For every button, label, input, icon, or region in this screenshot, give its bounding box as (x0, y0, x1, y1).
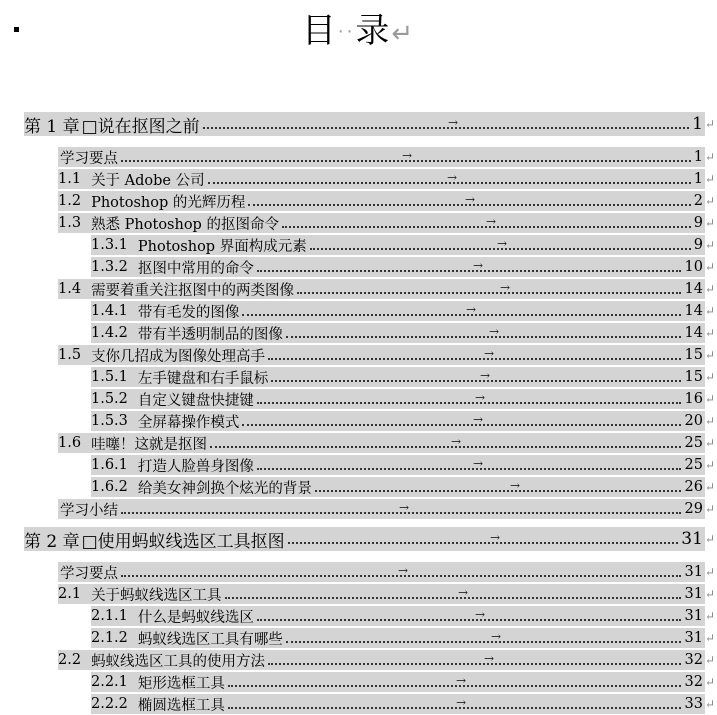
toc-page-number: 15 (684, 347, 703, 363)
toc-entry-number: 1.6.1 (91, 457, 128, 473)
toc-entry[interactable] (91, 455, 715, 475)
return-mark-icon: ↵ (704, 238, 715, 252)
toc-entry[interactable] (91, 235, 715, 255)
toc-entry-title: 支你几招成为图像处理高手 (91, 348, 266, 365)
toc-page-number: 29 (684, 501, 703, 517)
toc-leader-dots (297, 292, 681, 294)
toc-entry-title: □使用蚂蚁线选区工具抠图 (81, 531, 285, 552)
tab-arrow-icon: → (489, 324, 500, 339)
return-mark-icon: ↵ (704, 117, 715, 131)
tab-arrow-icon: → (402, 148, 413, 163)
return-mark-icon: ↵ (704, 458, 715, 472)
toc-entry-number: 1.5.1 (91, 369, 128, 385)
toc-entry[interactable] (58, 169, 715, 189)
return-mark-icon: ↵ (704, 697, 715, 711)
toc-page-number: 14 (684, 325, 703, 341)
toc-page-number: 2 (693, 193, 703, 209)
tab-arrow-icon: → (473, 258, 484, 273)
toc-page-number: 31 (684, 608, 703, 624)
toc-page-number: 25 (684, 435, 703, 451)
toc-entry-title: 椭圆选框工具 (137, 697, 225, 714)
return-mark-icon: ↵ (391, 19, 416, 49)
tab-arrow-icon: → (491, 629, 502, 644)
toc-page-number: 31 (681, 529, 703, 549)
toc-chapter-entry[interactable] (24, 112, 715, 137)
toc-leader-dots (315, 490, 682, 492)
toc-page-number: 20 (684, 413, 703, 429)
toc-entry-title: 什么是蚂蚁线选区 (137, 609, 254, 626)
toc-leader-dots (286, 641, 682, 643)
toc-entry[interactable] (91, 257, 715, 277)
toc-page-number: 14 (684, 303, 703, 319)
toc-entry-number: 1.3.1 (91, 237, 128, 253)
toc-entry-number: 1.5.3 (91, 413, 128, 429)
toc-entry[interactable] (58, 345, 715, 365)
return-mark-icon: ↵ (704, 565, 715, 579)
toc-leader-dots (257, 402, 682, 404)
toc-page-number: 31 (684, 564, 703, 580)
toc-entry-number: 1.4.2 (91, 325, 128, 341)
toc-entry[interactable] (58, 562, 715, 582)
toc-entry-number: 第 1 章 (24, 116, 80, 137)
toc-entry-number: 1.6 (58, 435, 82, 451)
return-mark-icon: ↵ (704, 216, 715, 230)
toc-entry-title: 需要着重关注抠图中的两类图像 (91, 282, 295, 299)
toc-entry[interactable] (91, 367, 715, 387)
tab-arrow-icon: → (475, 390, 486, 405)
toc-leader-dots (257, 468, 682, 470)
return-mark-icon: ↵ (704, 631, 715, 645)
toc-entry-title: 关于蚂蚁线选区工具 (91, 587, 222, 604)
toc-page-number: 9 (693, 215, 703, 231)
toc-entry-title: 学习要点 (60, 150, 118, 167)
toc-entry-title: 抠图中常用的命令 (137, 260, 254, 277)
toc-leader-dots (225, 597, 682, 599)
toc-entry-title: 全屏幕操作模式 (137, 414, 240, 431)
toc-leader-dots (203, 127, 689, 129)
tab-arrow-icon: → (448, 115, 459, 130)
return-mark-icon: ↵ (704, 587, 715, 601)
toc-entry-title: 打造人脸兽身图像 (137, 458, 254, 475)
return-mark-icon: ↵ (704, 502, 715, 516)
toc-entry-number: 2.1.2 (91, 630, 128, 646)
tab-arrow-icon: → (458, 585, 469, 600)
toc-entry[interactable] (58, 191, 715, 211)
return-mark-icon: ↵ (704, 414, 715, 428)
toc-entry-title: Photoshop 界面构成元素 (137, 238, 307, 255)
toc-page-number: 25 (684, 457, 703, 473)
tab-arrow-icon: → (465, 192, 476, 207)
toc-entry-title: 自定义键盘快捷键 (137, 392, 254, 409)
toc-page-number: 32 (684, 652, 703, 668)
return-mark-icon: ↵ (704, 532, 715, 546)
toc-entry-title: 熟悉 Photoshop 的抠图命令 (91, 216, 279, 233)
toc-entry-title: 给美女神剑换个炫光的背景 (137, 480, 312, 497)
toc-page-number: 26 (684, 479, 703, 495)
toc-leader-dots (268, 358, 681, 360)
tab-arrow-icon: → (510, 478, 521, 493)
toc-entry[interactable] (58, 433, 715, 453)
toc-leader-dots (228, 685, 682, 687)
toc-page-number: 16 (684, 391, 703, 407)
tab-arrow-icon: → (475, 607, 486, 622)
toc-entry-number: 2.1.1 (91, 608, 128, 624)
toc-leader-dots (210, 446, 681, 448)
tab-arrow-icon: → (500, 280, 511, 295)
toc-entry-number: 2.2.1 (91, 674, 128, 690)
tab-arrow-icon: → (484, 651, 495, 666)
tab-arrow-icon: → (473, 412, 484, 427)
tab-arrow-icon: → (473, 456, 484, 471)
toc-entry-number: 1.3 (58, 215, 82, 231)
toc-entry[interactable] (91, 694, 715, 714)
toc-entry-number: 2.1 (58, 586, 82, 602)
toc-entry-title: Photoshop 的光辉历程 (91, 194, 246, 211)
toc-entry-number: 第 2 章 (24, 531, 80, 552)
return-mark-icon: ↵ (704, 653, 715, 667)
toc-entry-number: 1.2 (58, 193, 82, 209)
toc-entry-title: 关于 Adobe 公司 (91, 172, 205, 189)
return-mark-icon: ↵ (704, 304, 715, 318)
tab-arrow-icon: → (466, 302, 477, 317)
return-mark-icon: ↵ (704, 609, 715, 623)
toc-entry-number: 1.1 (58, 171, 82, 187)
toc-entry[interactable] (58, 499, 715, 519)
toc-page-number: 31 (684, 586, 703, 602)
toc-entry-number: 1.5.2 (91, 391, 128, 407)
toc-page-number: 10 (684, 259, 703, 275)
toc-entry[interactable] (91, 477, 715, 497)
toc-leader-dots (242, 424, 681, 426)
toc-page-number: 31 (684, 630, 703, 646)
title-char-1: 目 (301, 11, 338, 51)
toc-entry[interactable] (91, 628, 715, 648)
return-mark-icon: ↵ (704, 172, 715, 186)
toc-entry-number: 2.2.2 (91, 696, 128, 712)
toc-page-number: 1 (693, 171, 703, 187)
toc-leader-dots (257, 270, 682, 272)
toc-leader-dots (268, 663, 681, 665)
return-mark-icon: ↵ (704, 282, 715, 296)
toc-entry-number: 2.2 (58, 652, 82, 668)
return-mark-icon: ↵ (704, 150, 715, 164)
toc-title (0, 8, 717, 57)
toc-page-number: 9 (693, 237, 703, 253)
toc-entry-number: 1.6.2 (91, 479, 128, 495)
return-mark-icon: ↵ (704, 348, 715, 362)
toc-entry-title: 蚂蚁线选区工具的使用方法 (91, 653, 266, 670)
tab-arrow-icon: → (451, 434, 462, 449)
toc-entry-title: 蚂蚁线选区工具有哪些 (137, 631, 283, 648)
toc-leader-dots (242, 314, 681, 316)
toc-entry[interactable] (58, 279, 715, 299)
toc-entry-title: 哇噻！这就是抠图 (91, 436, 208, 453)
toc-leader-dots (288, 542, 679, 544)
toc-page-number: 1 (693, 149, 703, 165)
return-mark-icon: ↵ (704, 675, 715, 689)
return-mark-icon: ↵ (704, 194, 715, 208)
toc-entry-title: 带有半透明制品的图像 (137, 326, 283, 343)
tab-arrow-icon: → (399, 500, 410, 515)
tab-arrow-icon: → (456, 695, 467, 710)
toc-entry-number: 1.4 (58, 281, 82, 297)
toc-page-number: 1 (692, 114, 703, 134)
toc-entry-title: 带有毛发的图像 (137, 304, 240, 321)
toc-entry[interactable] (58, 584, 715, 604)
return-mark-icon: ↵ (704, 436, 715, 450)
toc-page-number: 15 (684, 369, 703, 385)
toc-entry[interactable] (91, 606, 715, 626)
tab-arrow-icon: → (497, 236, 508, 251)
tab-arrow-icon: → (486, 214, 497, 229)
return-mark-icon: ↵ (704, 392, 715, 406)
toc-page-number: 14 (684, 281, 703, 297)
toc-entry-title: 学习小结 (60, 502, 118, 519)
toc-leader-dots (286, 336, 682, 338)
toc-leader-dots (228, 707, 682, 709)
toc-entry[interactable] (58, 147, 715, 167)
toc-entry-title: 左手键盘和右手鼠标 (137, 370, 269, 387)
toc-entry[interactable] (58, 650, 715, 670)
title-char-2: 录 (355, 11, 392, 51)
toc-leader-dots (271, 380, 681, 382)
tab-arrow-icon: → (447, 170, 458, 185)
return-mark-icon: ↵ (704, 480, 715, 494)
toc-entry[interactable] (91, 301, 715, 321)
tab-arrow-icon: → (480, 368, 491, 383)
return-mark-icon: ↵ (704, 326, 715, 340)
toc-leader-dots (257, 619, 682, 621)
return-mark-icon: ↵ (704, 260, 715, 274)
toc-entry[interactable] (91, 411, 715, 431)
tab-arrow-icon: → (456, 673, 467, 688)
toc-entry-title: 矩形选框工具 (137, 675, 225, 692)
toc-page-number: 32 (684, 674, 703, 690)
toc-page-number: 33 (684, 696, 703, 712)
tab-arrow-icon: → (490, 530, 501, 545)
toc-entry[interactable] (58, 213, 715, 233)
tab-arrow-icon: → (398, 563, 409, 578)
title-spacing-dots: ·· (337, 21, 356, 43)
toc-entry[interactable] (91, 672, 715, 692)
toc-entry-title: 学习要点 (60, 565, 118, 582)
toc-entry-number: 1.5 (58, 347, 82, 363)
toc-entry-number: 1.3.2 (91, 259, 128, 275)
return-mark-icon: ↵ (704, 370, 715, 384)
toc-entry-title: □说在抠图之前 (81, 116, 200, 137)
tab-arrow-icon: → (484, 346, 495, 361)
toc-entry[interactable] (91, 323, 715, 343)
toc-chapter-entry[interactable] (24, 527, 715, 552)
toc-entry-number: 1.4.1 (91, 303, 128, 319)
toc-entry[interactable] (91, 389, 715, 409)
